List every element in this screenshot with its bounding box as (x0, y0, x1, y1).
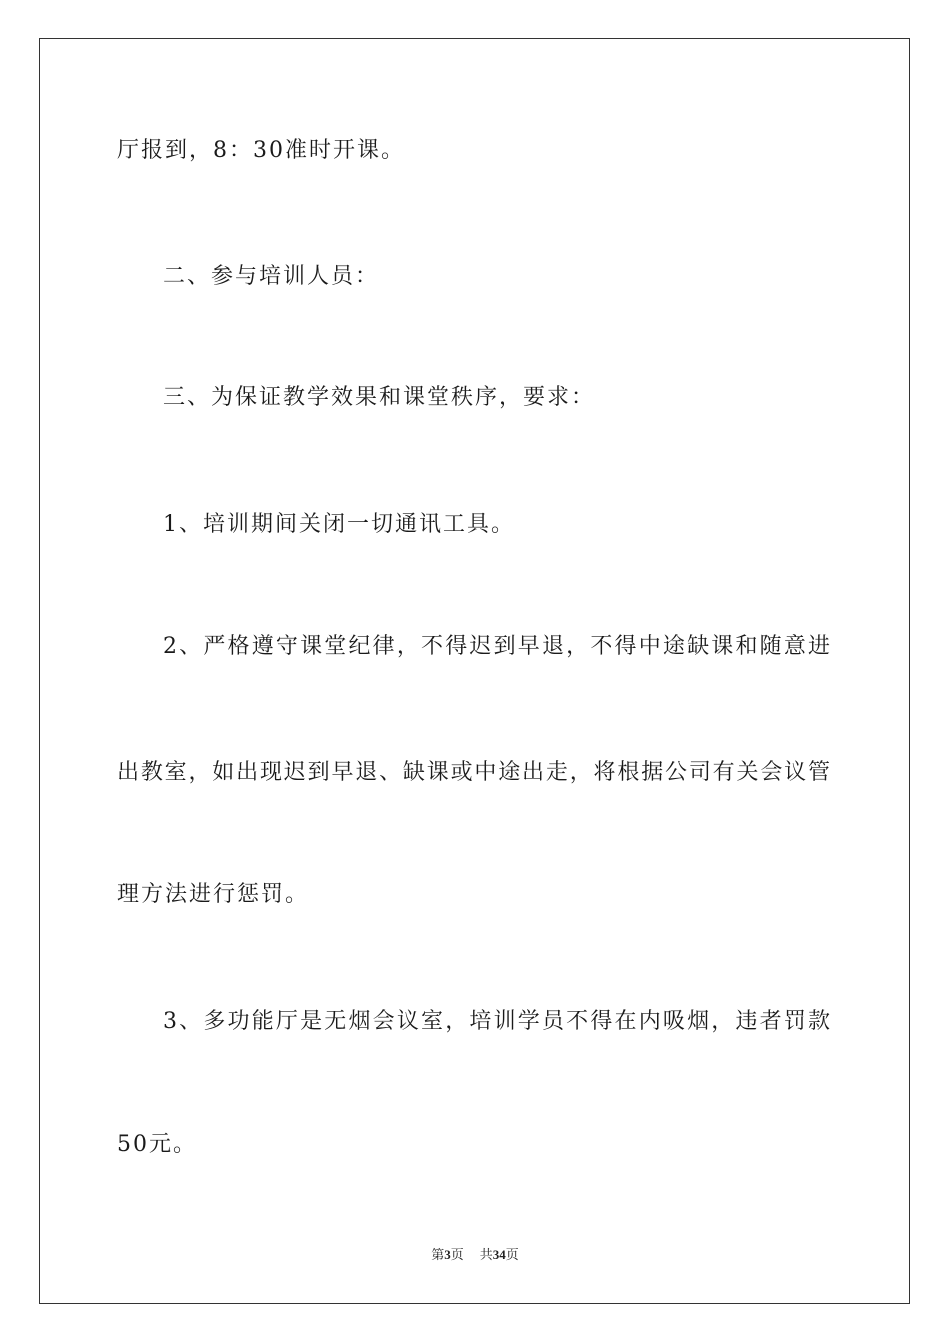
page-suffix: 页 (450, 1247, 464, 1262)
page-footer (0, 1247, 950, 1263)
total-pages: 34 (492, 1247, 506, 1262)
requirement-item-2-line-1: 2、严格遵守课堂纪律，不得迟到早退，不得中途缺课和随意进 (163, 634, 831, 659)
page-number: 3 (444, 1247, 451, 1262)
section-heading-participants: 二、参与培训人员： (163, 264, 380, 289)
requirement-item-3-line-2: 50元。 (117, 1132, 197, 1157)
requirement-item-1: 1、培训期间关闭一切通讯工具。 (163, 512, 515, 537)
page-prefix: 第 (431, 1247, 445, 1262)
requirement-item-2-line-2: 出教室，如出现迟到早退、缺课或中途出走，将根据公司有关会议管 (117, 760, 831, 785)
total-suffix: 页 (505, 1247, 519, 1262)
text-line-1: 厅报到，8：30准时开课。 (117, 138, 405, 163)
section-heading-requirements: 三、为保证教学效果和课堂秩序，要求： (163, 385, 596, 410)
page-border (39, 38, 910, 1304)
total-prefix: 共 (479, 1247, 493, 1262)
requirement-item-3-line-1: 3、多功能厅是无烟会议室，培训学员不得在内吸烟，违者罚款 (163, 1009, 831, 1034)
requirement-item-2-line-3: 理方法进行惩罚。 (117, 882, 310, 907)
